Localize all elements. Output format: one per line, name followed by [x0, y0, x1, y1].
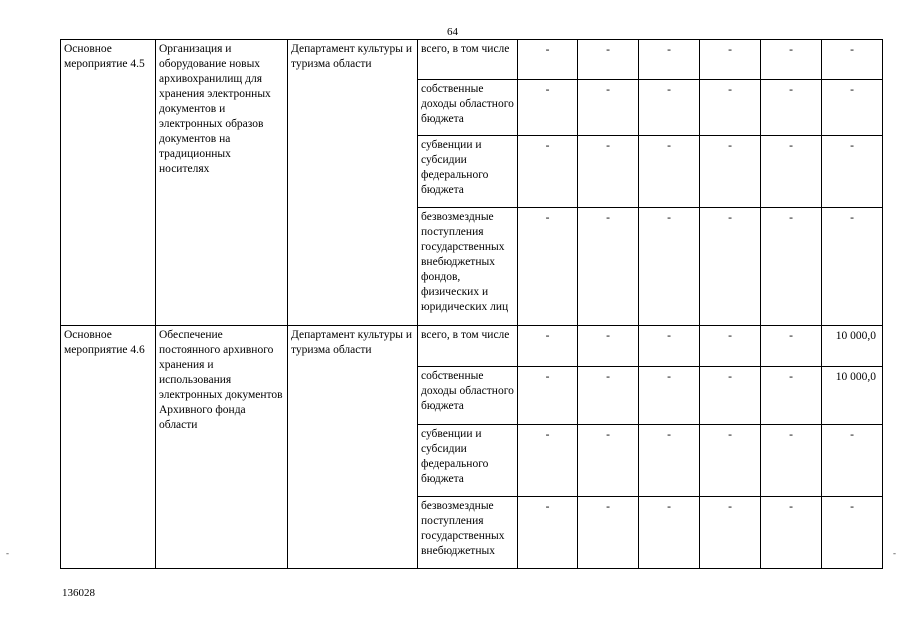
- value-cell: -: [822, 208, 883, 326]
- value-cell: 10 000,0: [822, 367, 883, 425]
- table-row: [61, 326, 883, 367]
- value-cell: -: [761, 326, 822, 367]
- funding-source: собственные доходы областного бюджета: [418, 367, 518, 425]
- value-cell: -: [578, 326, 639, 367]
- value-cell: -: [578, 367, 639, 425]
- funding-source: безвозмездные поступления государственных внебюджетных: [418, 497, 518, 569]
- value-cell: -: [518, 425, 578, 497]
- value-cell: -: [518, 326, 578, 367]
- value-cell: -: [639, 326, 700, 367]
- footer-code: 136028: [62, 587, 95, 599]
- value-cell: -: [639, 136, 700, 208]
- value-cell: -: [700, 136, 761, 208]
- funding-source: собственные доходы областного бюджета: [418, 80, 518, 136]
- value-cell: -: [578, 425, 639, 497]
- value-cell: -: [761, 136, 822, 208]
- value-cell: -: [700, 208, 761, 326]
- value-cell: -: [518, 80, 578, 136]
- event-executor: Департамент культуры и туризма области: [288, 326, 418, 569]
- value-cell: -: [761, 80, 822, 136]
- value-cell: -: [518, 136, 578, 208]
- value-cell: -: [822, 136, 883, 208]
- event-name: Обеспечение постоянного архивного хранения и использования электронных документов Архивного фонда области: [156, 326, 288, 569]
- margin-mark-left: -: [6, 548, 9, 558]
- value-cell: -: [578, 80, 639, 136]
- value-cell: -: [518, 497, 578, 569]
- budget-table: [60, 39, 883, 569]
- value-cell: -: [639, 425, 700, 497]
- value-cell: -: [639, 40, 700, 80]
- value-cell: -: [761, 40, 822, 80]
- value-cell: -: [639, 497, 700, 569]
- value-cell: -: [822, 497, 883, 569]
- value-cell: -: [700, 40, 761, 80]
- value-cell: -: [639, 208, 700, 326]
- funding-source: безвозмездные поступления государственных внебюджетных фондов, физических и юридических лиц: [418, 208, 518, 326]
- value-cell: 10 000,0: [822, 326, 883, 367]
- value-cell: -: [578, 497, 639, 569]
- value-cell: -: [822, 80, 883, 136]
- value-cell: -: [822, 40, 883, 80]
- funding-source: всего, в том числе: [418, 326, 518, 367]
- event-code: Основное мероприятие 4.6: [61, 326, 156, 569]
- margin-mark-right: -: [893, 548, 896, 558]
- value-cell: -: [578, 208, 639, 326]
- value-cell: -: [518, 367, 578, 425]
- value-cell: -: [700, 367, 761, 425]
- value-cell: -: [700, 425, 761, 497]
- value-cell: -: [822, 425, 883, 497]
- value-cell: -: [761, 425, 822, 497]
- value-cell: -: [700, 497, 761, 569]
- funding-source: всего, в том числе: [418, 40, 518, 80]
- value-cell: -: [761, 208, 822, 326]
- funding-source: субвенции и субсидии федерального бюджета: [418, 425, 518, 497]
- value-cell: -: [761, 367, 822, 425]
- event-executor: Департамент культуры и туризма области: [288, 40, 418, 326]
- value-cell: -: [700, 326, 761, 367]
- page-number: 64: [447, 26, 458, 38]
- value-cell: -: [639, 367, 700, 425]
- table-row: [61, 40, 883, 80]
- event-name: Организация и оборудование новых архивохранилищ для хранения электронных документов и электронных образов документов на традиционных носителях: [156, 40, 288, 326]
- value-cell: -: [761, 497, 822, 569]
- value-cell: -: [518, 208, 578, 326]
- value-cell: -: [700, 80, 761, 136]
- value-cell: -: [639, 80, 700, 136]
- event-code: Основное мероприятие 4.5: [61, 40, 156, 326]
- value-cell: -: [578, 136, 639, 208]
- funding-source: субвенции и субсидии федерального бюджета: [418, 136, 518, 208]
- value-cell: -: [518, 40, 578, 80]
- value-cell: -: [578, 40, 639, 80]
